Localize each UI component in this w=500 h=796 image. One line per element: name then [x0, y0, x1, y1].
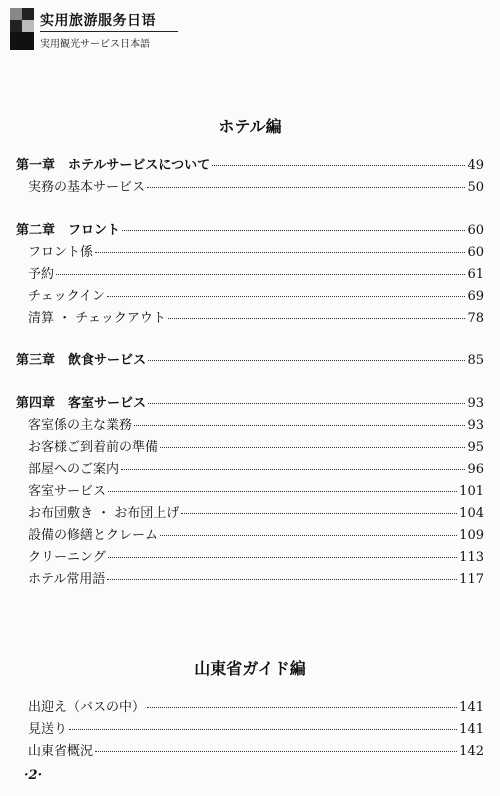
toc-item[interactable]: クリーニング 113: [28, 550, 484, 565]
dot-leader: [108, 491, 457, 492]
page-number: 96: [467, 462, 484, 477]
running-header: [10, 8, 180, 52]
page-number: 93: [467, 396, 484, 411]
toc-item[interactable]: お客様ご到着前の準備 95: [28, 440, 484, 455]
page-number: 117: [459, 572, 484, 587]
toc-item[interactable]: 設備の修繕とクレーム 109: [28, 528, 484, 543]
toc-item[interactable]: 部屋へのご案内 96: [28, 462, 484, 477]
toc-item[interactable]: 出迎え（バスの中） 141: [28, 700, 484, 715]
page-number: 69: [467, 289, 484, 304]
toc-item[interactable]: フロント係 60: [28, 245, 484, 260]
page-number: 104: [459, 506, 484, 521]
book-title: 实用旅游服务日语: [40, 13, 156, 29]
page-number: 50: [467, 180, 484, 195]
dot-leader: [147, 187, 465, 188]
toc-chapter-1[interactable]: 第一章 ホテルサービスについて 49: [16, 158, 484, 173]
toc-item[interactable]: 客室係の主な業務 93: [28, 418, 484, 433]
dot-leader: [147, 707, 457, 708]
toc-item[interactable]: 予約 61: [28, 267, 484, 282]
section-title-hotel: ホテル編: [218, 117, 282, 136]
toc-chapter-2[interactable]: 第二章 フロント 60: [16, 223, 484, 238]
dot-leader: [107, 579, 457, 580]
dot-leader: [56, 274, 465, 275]
dot-leader: [69, 729, 457, 730]
page-number: 113: [459, 550, 484, 565]
toc-chapter-3[interactable]: 第三章 飲食サービス 85: [16, 353, 484, 368]
toc-chapter-4[interactable]: 第四章 客室サービス 93: [16, 396, 484, 411]
dot-leader: [168, 318, 466, 319]
page-number: 101: [459, 484, 484, 499]
toc-item[interactable]: ホテル常用語 117: [28, 572, 484, 587]
page-number: 141: [459, 700, 484, 715]
section-title-shandong-guide: 山東省ガイド編: [194, 659, 306, 678]
page-number: 60: [467, 245, 484, 260]
dot-leader: [107, 296, 465, 297]
page-number: 49: [467, 158, 484, 173]
dot-leader: [160, 447, 465, 448]
dot-leader: [181, 513, 457, 514]
toc-item[interactable]: チェックイン 69: [28, 289, 484, 304]
dot-leader: [95, 252, 465, 253]
book-subtitle: 実用観光サービス日本語: [40, 39, 150, 50]
dot-leader: [108, 557, 457, 558]
toc-item[interactable]: 山東省概況 142: [28, 744, 484, 759]
dot-leader: [121, 469, 465, 470]
page-number: 78: [467, 311, 484, 326]
dot-leader: [95, 751, 457, 752]
dot-leader: [148, 403, 465, 404]
dot-leader: [148, 360, 465, 361]
page-number: 141: [459, 722, 484, 737]
toc-item[interactable]: お布団敷き ・ お布団上げ 104: [28, 506, 484, 521]
header-divider: [40, 31, 178, 32]
toc-item[interactable]: 客室サービス 101: [28, 484, 484, 499]
page-number: 109: [459, 528, 484, 543]
footer-page-number: ·2·: [24, 768, 43, 783]
dot-leader: [160, 535, 457, 536]
page-number: 142: [459, 744, 484, 759]
dot-leader: [212, 165, 465, 166]
toc-item[interactable]: 実務の基本サービス 50: [28, 180, 484, 195]
dot-leader: [122, 230, 465, 231]
dot-leader: [134, 425, 465, 426]
header-logo-blocks: [10, 8, 36, 52]
page-number: 95: [467, 440, 484, 455]
page-number: 61: [467, 267, 484, 282]
toc-item[interactable]: 清算 ・ チェックアウト 78: [28, 311, 484, 326]
page-number: 93: [467, 418, 484, 433]
page-number: 85: [467, 353, 484, 368]
toc-item[interactable]: 見送り 141: [28, 722, 484, 737]
page-number: 60: [467, 223, 484, 238]
